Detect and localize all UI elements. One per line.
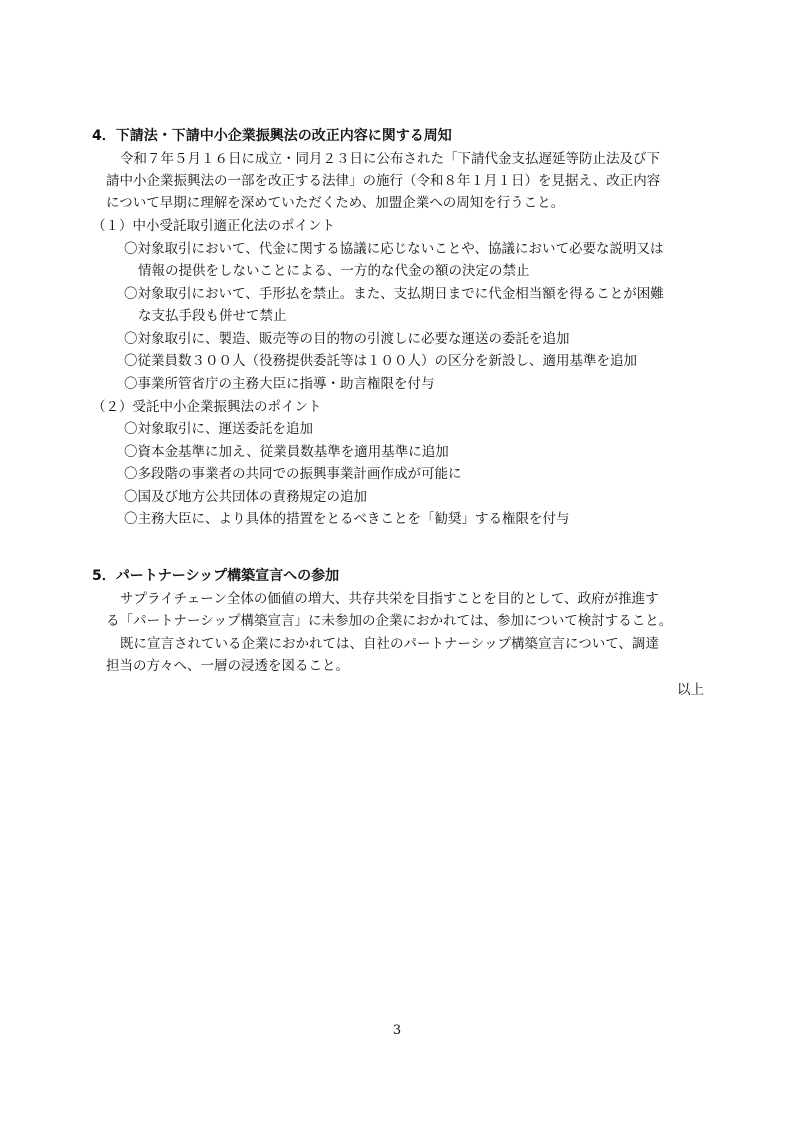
subsection-1-item: 〇対象取引に、製造、販売等の目的物の引渡しに必要な運送の委託を追加 [124,331,570,347]
subsection-2-item: 〇対象取引に、運送委託を追加 [124,421,313,437]
subsection-1-item: 〇事業所管省庁の主務大臣に指導・助言権限を付与 [124,376,435,392]
subsection-2-item: 〇多段階の事業者の共同での振興事業計画作成が可能に [124,466,462,482]
closing-text: 以上 [677,682,704,698]
section-5-para-1-line-2: る「パートナーシップ構築宣言」に未参加の企業におかれては、参加について検討すること。 [106,613,673,629]
subsection-2-item: 〇資本金基準に加え、従業員数基準を適用基準に追加 [124,444,449,460]
subsection-1-item-continuation: な支払手段も併せて禁止 [138,308,287,324]
subsection-1-heading: （１）中小受託取引適正化法のポイント [92,218,335,234]
subsection-2-heading: （２）受託中小企業振興法のポイント [92,399,322,415]
subsection-2-item: 〇主務大臣に、より具体的措置をとるべきことを「勧奨」する権限を付与 [124,511,570,527]
section-5-heading: 5．パートナーシップ構築宣言への参加 [92,568,340,584]
subsection-1-item: 〇対象取引において、手形払を禁止。また、支払期日までに代金相当額を得ることが困難 [124,286,664,302]
section-4-intro-line-3: について早期に理解を深めていただくため、加盟企業への周知を行うこと。 [106,195,565,211]
subsection-1-item: 〇従業員数３００人（役務提供委託等は１００人）の区分を新設し、適用基準を追加 [124,353,637,369]
section-4-intro-line-2: 請中小企業振興法の一部を改正する法律」の施行（令和８年１月１日）を見据え、改正内容 [106,173,661,189]
section-5-para-1-line-1: サプライチェーン全体の価値の増大、共存共栄を目指すことを目的として、政府が推進す [120,591,659,607]
subsection-1-item-continuation: 情報の提供をしないことによる、一方的な代金の額の決定の禁止 [138,263,530,279]
section-5-para-2-line-2: 担当の方々へ、一層の浸透を図ること。 [106,658,349,674]
section-4-heading: 4．下請法・下請中小企業振興法の改正内容に関する周知 [92,128,452,144]
page-number: 3 [392,1023,402,1038]
subsection-1-item: 〇対象取引において、代金に関する協議に応じないことや、協議において必要な説明又は [124,241,664,257]
subsection-2-item: 〇国及び地方公共団体の責務規定の追加 [124,489,367,505]
section-5-para-2-line-1: 既に宣言されている企業におかれては、自社のパートナーシップ構築宣言について、調達 [120,636,659,652]
section-4-intro-line-1: 令和７年５月１６日に成立・同月２３日に公布された「下請代金支払遅延等防止法及び下 [120,151,660,167]
